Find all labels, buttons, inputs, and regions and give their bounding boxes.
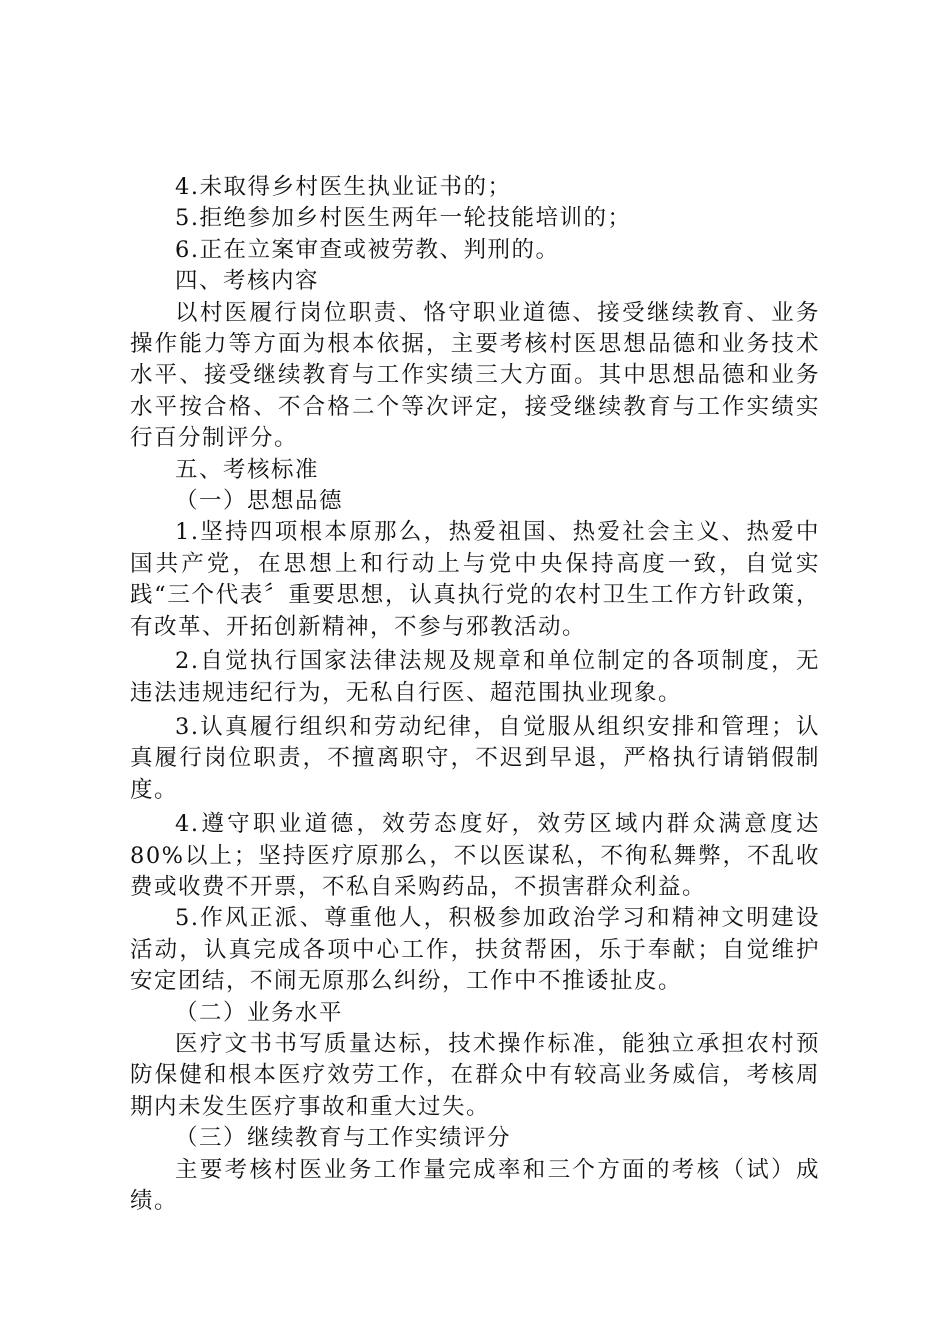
standard-item-1: 1.坚持四项根本原那么，热爱祖国、热爱社会主义、热爱中国共产党，在思想上和行动上与党中央保持高度一致，自觉实践“三个代表〞重要思想，认真执行党的农村卫生工作方针政策，有改革、开拓创新精神，不参与邪教活动。 bbox=[130, 519, 820, 640]
section-heading-5: 五、考核标准 bbox=[175, 456, 320, 483]
standard-item-3: 3.认真履行组织和劳动纪律，自觉服从组织安排和管理；认真履行岗位职责，不擅离职守，不迟到早退，严格执行请销假制度。 bbox=[130, 713, 820, 803]
document-body bbox=[130, 172, 820, 1217]
paragraph-assessment-content: 以村医履行岗位职责、恪守职业道德、接受继续教育、业务操作能力等方面为根本依据，主要考核村医思想品德和业务技术水平、接受继续教育与工作实绩三大方面。其中思想品德和业务水平按合格、不合格二个等次评定，接受继续教育与工作实绩实行百分制评分。 bbox=[130, 299, 820, 452]
standard-item-5: 5.作风正派、尊重他人，积极参加政治学习和精神文明建设活动，认真完成各项中心工作，扶贫帮困，乐于奉献；自觉维护安定团结，不闹无原那么纠纷，工作中不推诿扯皮。 bbox=[130, 905, 820, 995]
list-item-5: 5.拒绝参加乡村医生两年一轮技能培训的； bbox=[175, 205, 632, 232]
paragraph-business-level: 医疗文书书写质量达标，技术操作标准，能独立承担农村预防保健和根本医疗效劳工作，在群众中有较高业务威信，考核周期内未发生医疗事故和重大过失。 bbox=[130, 1030, 820, 1120]
paragraph-education-score: 主要考核村医业务工作量完成率和三个方面的考核（试）成绩。 bbox=[130, 1156, 820, 1214]
standard-item-2: 2.自觉执行国家法律法规及规章和单位制定的各项制度，无违法违规违纪行为，无私自行医、超范围执业现象。 bbox=[130, 648, 820, 706]
list-item-6: 6.正在立案审查或被劳教、判刑的。 bbox=[175, 236, 560, 263]
standard-item-4: 4.遵守职业道德，效劳态度好，效劳区域内群众满意度达80%以上；坚持医疗原那么，不以医谋私，不徇私舞弊，不乱收费或收费不开票，不私自采购药品，不损害群众利益。 bbox=[130, 811, 820, 900]
list-item-4: 4.未取得乡村医生执业证书的； bbox=[175, 174, 512, 200]
subheading-business-level: （二）业务水平 bbox=[175, 999, 344, 1026]
subheading-ideology: （一）思想品德 bbox=[175, 488, 344, 515]
subheading-education-score: （三）继续教育与工作实绩评分 bbox=[175, 1125, 512, 1152]
section-heading-4: 四、考核内容 bbox=[175, 268, 320, 295]
